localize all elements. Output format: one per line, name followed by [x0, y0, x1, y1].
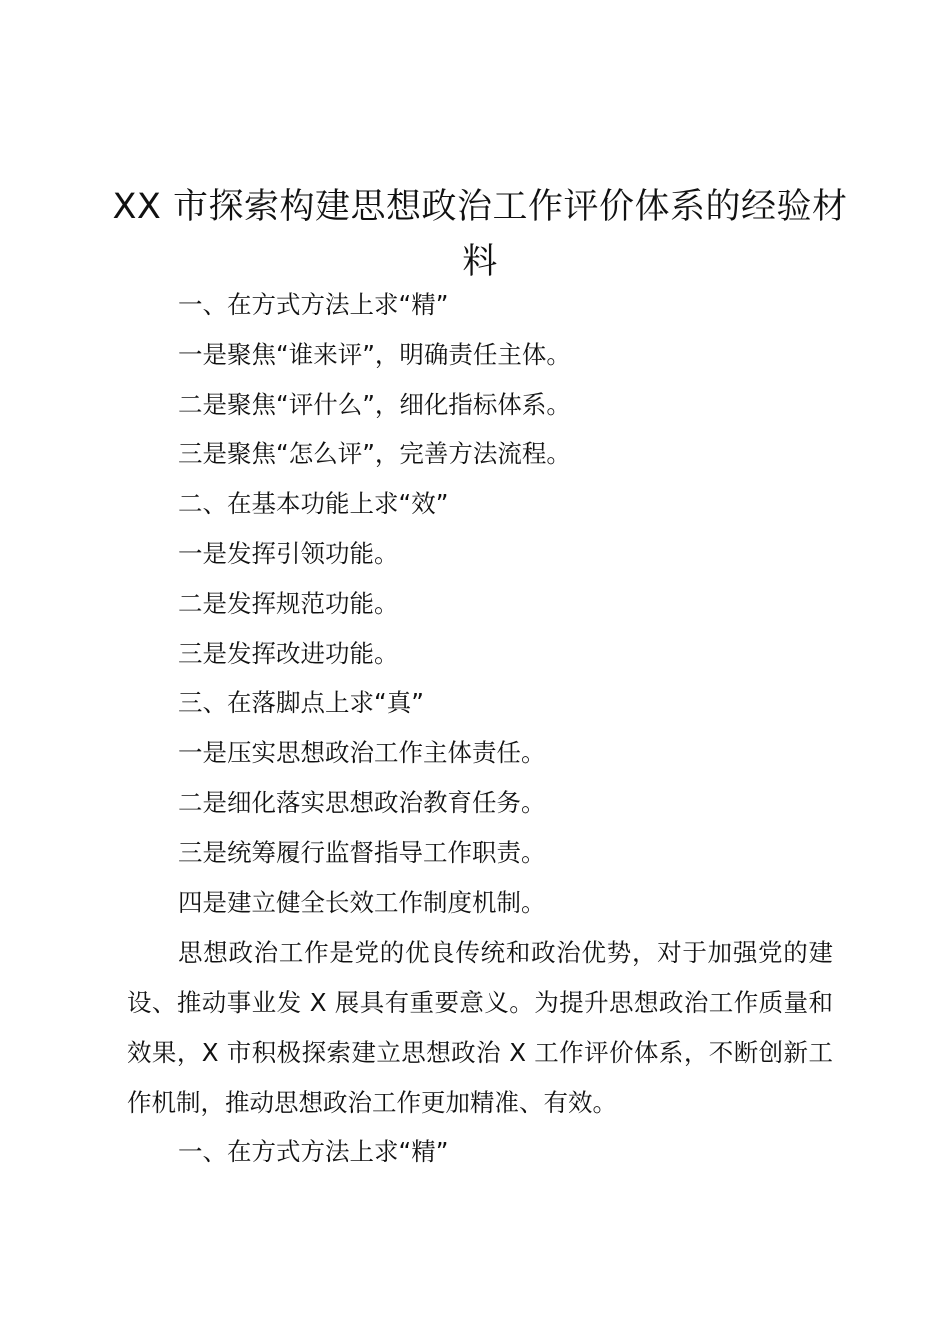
outline-item: 一是压实思想政治工作主体责任。 [178, 738, 546, 768]
outline-item: 三是聚焦“怎么评”，完善方法流程。 [178, 439, 571, 469]
document-title: XX 市探索构建思想政治工作评价体系的经验材料 [112, 187, 848, 282]
outline-item: 二是细化落实思想政治教育任务。 [178, 787, 546, 817]
outline-item: 三是统筹履行监督指导工作职责。 [178, 837, 546, 867]
outline-heading-1: 一、在方式方法上求“精” [178, 290, 449, 319]
outline-item: 二是聚焦“评什么”，细化指标体系。 [178, 389, 571, 419]
outline-item: 二是发挥规范功能。 [178, 588, 399, 618]
outline-item: 四是建立健全长效工作制度机制。 [178, 887, 546, 917]
outline-heading-2: 二、在基本功能上求“效” [178, 489, 449, 519]
outline-item: 三是发挥改进功能。 [178, 638, 399, 668]
outline-item: 一是聚焦“谁来评”，明确责任主体。 [178, 339, 571, 369]
section-heading: 一、在方式方法上求“精” [178, 1137, 449, 1166]
outline-list [178, 280, 858, 927]
outline-item: 一是发挥引领功能。 [178, 538, 399, 568]
intro-paragraph: 思想政治工作是党的优良传统和政治优势，对于加强党的建设、推动事业发 X 展具有重要意义。为提升思想政治工作质量和效果，X 市积极探索建立思想政治 X 工作评价体系，不断创新工作机制，推动思想政治工作更加精准、有效。 [127, 938, 833, 1117]
outline-heading-3: 三、在落脚点上求“真” [178, 688, 424, 718]
